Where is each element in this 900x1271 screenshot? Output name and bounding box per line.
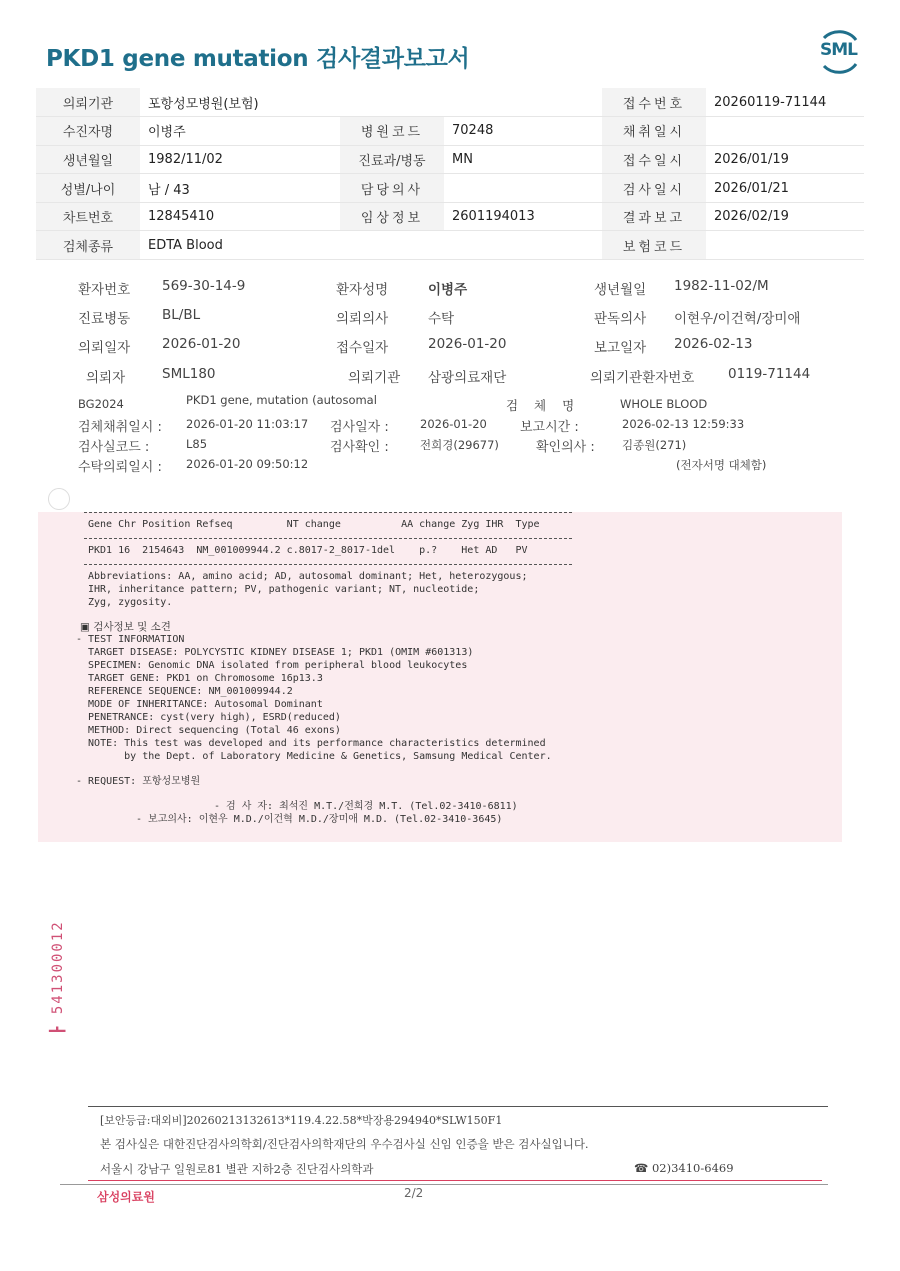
info-value: 20260119-71144 [706,88,864,117]
scan-label: 의뢰일자 [78,340,131,356]
confirm-value: 전희경(29677) [420,438,499,452]
patient-info-table [36,88,864,260]
scan-value: 2026-01-20 [428,336,507,352]
specimen-value: WHOLE BLOOD [620,397,708,411]
info-label: 검사일시 [602,174,706,203]
scan-value: BL/BL [162,307,201,323]
info-value: 2601194013 [444,202,602,231]
info-value [706,117,864,146]
info-label: 수진자명 [36,117,140,146]
abbrev-line: Abbreviations: AA, amino acid; AD, autosomal dominant; Het, heterozygous; [88,571,528,582]
approve-label: 확인의사 : [536,440,595,455]
report-title: PKD1 gene mutation 검사결과보고서 [46,46,470,72]
test-info-line: NOTE: This test was developed and its performance characteristics determined [76,738,546,749]
info-value: 2026/01/19 [706,145,864,174]
collect-label: 검체채취일시 : [78,420,162,435]
info-value: 남 / 43 [140,174,340,203]
info-value: 70248 [444,117,602,146]
info-label: 검체종류 [36,231,140,260]
info-label: 채취일시 [602,117,706,146]
consign-label: 수탁의뢰일시 : [78,460,162,475]
info-label: 성별/나이 [36,174,140,203]
abbrev-line: IHR, inheritance pattern; PV, pathogenic variant; NT, nucleotide; [88,584,480,595]
info-label: 담당의사 [340,174,444,203]
scan-label: 진료병동 [78,311,131,327]
scan-label: 접수일자 [336,340,389,356]
brand-logo: 삼성의료원 [97,1190,155,1204]
scan-label: 의뢰기관 [348,370,401,386]
divider [84,564,572,565]
info-value: 1982/11/02 [140,145,340,174]
info-value: 2026/01/21 [706,174,864,203]
info-label: 임상정보 [340,202,444,231]
info-label: 접수일시 [602,145,706,174]
info-value [706,231,864,260]
scan-label: 의뢰자 [86,370,126,386]
phone-line: ☎ 02)3410-6469 [634,1161,734,1175]
test-info-line: SPECIMEN: Genomic DNA isolated from peripheral blood leukocytes [76,660,468,671]
test-info-line: MODE OF INHERITANCE: Autosomal Dominant [76,699,323,710]
scan-value: 삼광의료재단 [428,370,507,386]
info-value: 12845410 [140,202,340,231]
info-label: 병원코드 [340,117,444,146]
footer-red-line [88,1180,822,1181]
page-number: 2/2 [404,1186,424,1200]
info-value [444,174,602,203]
scan-label: 생년월일 [594,282,647,298]
sml-logo [816,30,862,74]
address-line: 서울시 강남구 일원로81 별관 지하2층 진단검사의학과 [100,1162,374,1176]
info-value: MN [444,145,602,174]
info-label: 의뢰기관 [36,88,140,117]
report-time-value: 2026-02-13 12:59:33 [622,417,745,431]
scan-value: 이병주 [428,282,468,298]
confirm-label: 검사확인 : [330,440,389,455]
specimen-label: 검 체 명 [506,398,581,413]
test-info-line: PENETRANCE: cyst(very high), ESRD(reduced) [76,712,341,723]
examiner-line: - 검 사 자: 최석진 M.T./전희경 M.T. (Tel.02-3410-6811) [214,801,518,812]
test-info-line: TARGET DISEASE: POLYCYSTIC KIDNEY DISEASE 1; PKD1 (OMIM #601313) [76,647,474,658]
test-info-line: by the Dept. of Laboratory Medicine & Genetics, Samsung Medical Center. [76,751,552,762]
test-name: PKD1 gene, mutation (autosomal [186,393,377,407]
section-title: ▣ 검사정보 및 소견 [80,621,171,633]
scan-label: 의뢰의사 [336,311,389,327]
collect-value: 2026-01-20 11:03:17 [186,417,309,431]
divider [84,512,572,513]
info-row [36,202,864,231]
info-row [36,231,864,260]
info-row [36,174,864,203]
scan-label: 환자성명 [336,282,389,298]
reporter-line: - 보고의사: 이현우 M.D./이건혁 M.D./장미애 M.D. (Tel.02-3410-3645) [136,814,503,825]
result-row: PKD1 16 2154643 NM_001009944.2 c.8017-2_8017-1del p.? Het AD PV [88,545,528,556]
info-label: 진료과/병동 [340,145,444,174]
request-line: - REQUEST: 포항성모병원 [76,776,201,787]
room-label: 검사실코드 : [78,440,150,455]
scan-label: 보고일자 [594,340,647,356]
info-value: 2026/02/19 [706,202,864,231]
cert-line: 본 검사실은 대한진단검사의학회/진단검사의학재단의 우수검사실 신임 인증을 받은 검사실입니다. [100,1137,589,1151]
test-date-value: 2026-01-20 [420,417,487,431]
scan-value: 0119-71144 [728,366,811,382]
footer-divider [60,1184,828,1185]
scan-value: 2026-02-13 [674,336,753,352]
info-value: EDTA Blood [140,231,602,260]
punch-hole-icon [48,488,70,510]
test-date-label: 검사일자 : [330,420,389,435]
esign-note: (전자서명 대체함) [676,458,767,472]
info-row [36,88,864,117]
info-row [36,117,864,146]
info-row [36,145,864,174]
info-value: 이병주 [140,117,340,146]
document-serial: ┣ 541300012 [50,920,66,1035]
result-table-header: Gene Chr Position Refseq NT change AA change Zyg IHR Type [88,519,540,530]
scan-value: 2026-01-20 [162,336,241,352]
approve-value: 김종원(271) [622,438,687,452]
scan-value: SML180 [162,366,216,382]
scan-value: 1982-11-02/M [674,278,769,294]
test-info-line: TARGET GENE: PKD1 on Chromosome 16p13.3 [76,673,323,684]
scan-value: 수탁 [428,311,455,327]
info-value: 포항성모병원(보험) [140,88,602,117]
abbrev-line: Zyg, zygosity. [88,597,173,608]
logo-text: SML [820,40,857,60]
room-value: L85 [186,437,208,451]
report-time-label: 보고시간 : [520,420,579,435]
test-info-line: - TEST INFORMATION [76,634,185,645]
info-label: 접수번호 [602,88,706,117]
test-info-line: METHOD: Direct sequencing (Total 46 exons) [76,725,341,736]
scan-value: 이현우/이건혁/장미애 [674,311,801,327]
footer-divider [88,1106,828,1107]
scan-label: 판독의사 [594,311,647,327]
info-label: 결과보고 [602,202,706,231]
security-line: [보안등급:대외비]20260213132613*119.4.22.58*박장용294940*SLW150F1 [100,1114,503,1127]
info-label: 생년월일 [36,145,140,174]
scan-label: 환자번호 [78,282,131,298]
test-info-line: REFERENCE SEQUENCE: NM_001009944.2 [76,686,293,697]
consign-value: 2026-01-20 09:50:12 [186,457,309,471]
scan-label: 의뢰기관환자번호 [590,370,695,386]
divider [84,538,572,539]
info-label: 보험코드 [602,231,706,260]
scan-value: 569-30-14-9 [162,278,246,294]
test-code: BG2024 [78,397,124,411]
info-label: 차트번호 [36,202,140,231]
